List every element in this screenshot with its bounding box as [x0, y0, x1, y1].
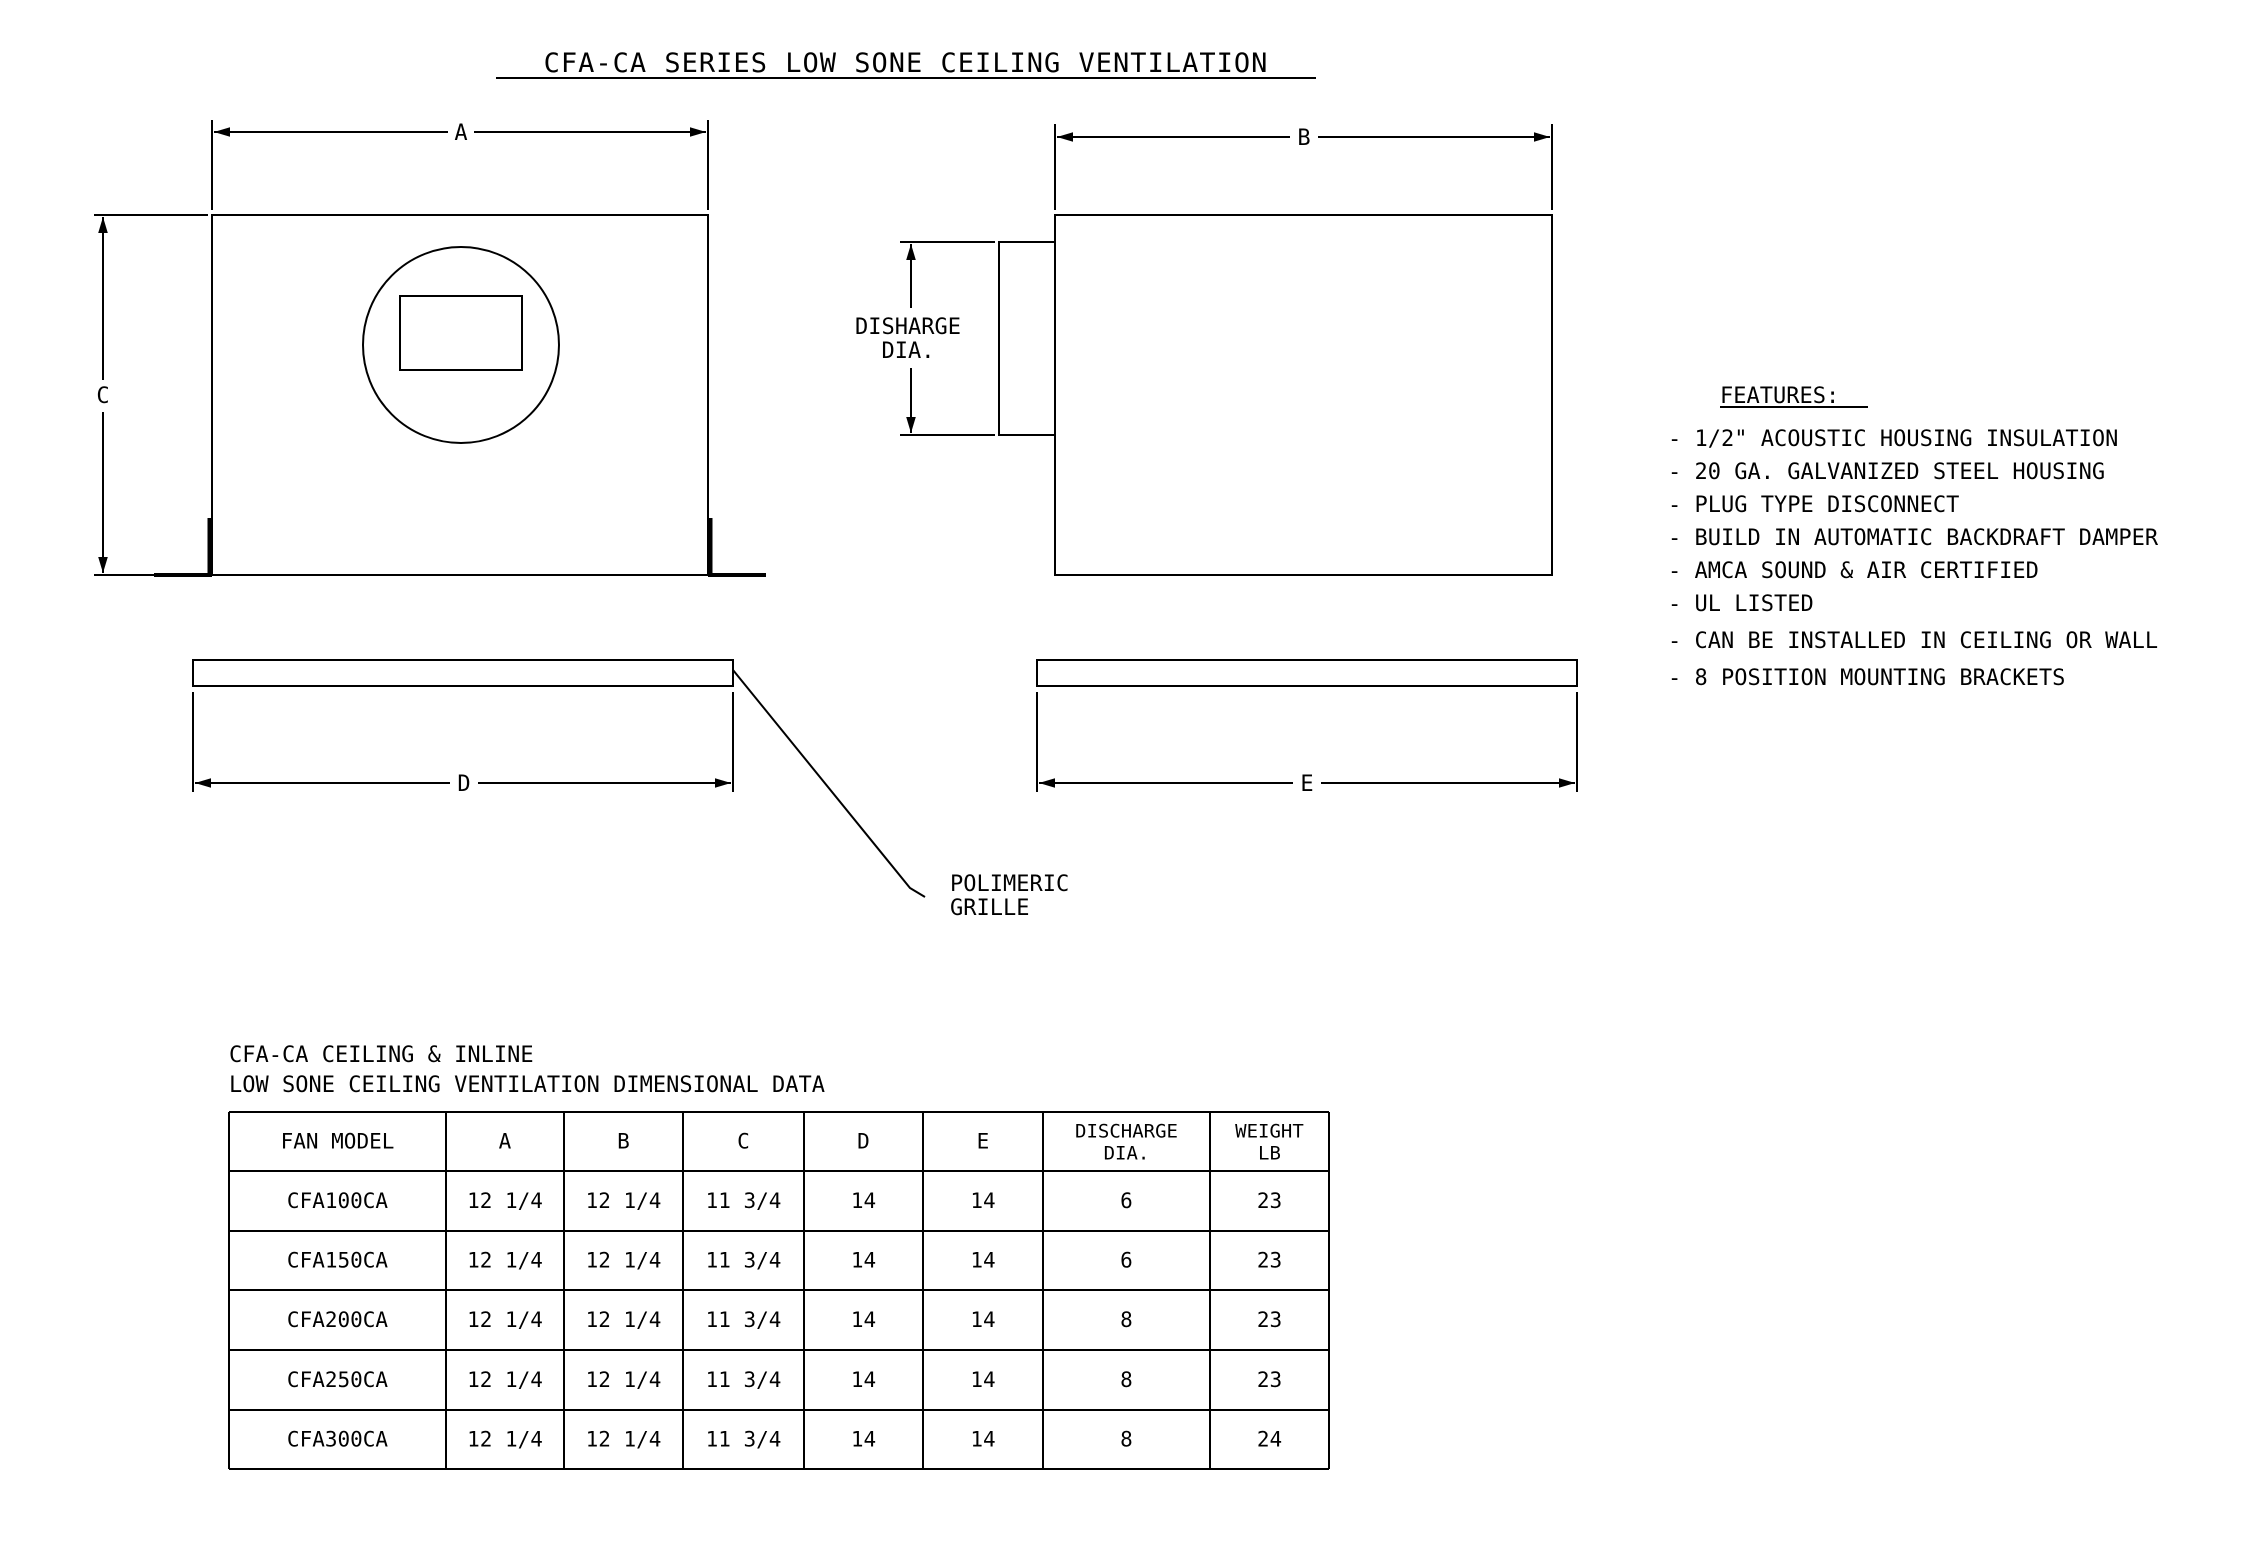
table-value-cell: 6	[1120, 1248, 1133, 1273]
table-value-cell: 23	[1256, 1248, 1283, 1273]
table-model-cell: CFA300CA	[286, 1427, 389, 1452]
front-disconnect-plate	[400, 296, 522, 370]
feature-item: - 8 POSITION MOUNTING BRACKETS	[1668, 666, 2066, 691]
table-value-cell: 12 1/4	[585, 1248, 662, 1273]
discharge-collar	[999, 242, 1055, 435]
dim-c-label: C	[96, 384, 110, 409]
table-value-cell: 23	[1256, 1308, 1283, 1332]
table-model-cell: CFA200CA	[286, 1308, 389, 1332]
features-block	[1668, 384, 2159, 691]
side-view	[855, 124, 1552, 575]
table-value-cell: 14	[970, 1308, 996, 1332]
discharge-label-1: DISHARGE	[855, 315, 961, 340]
callout-leader	[733, 670, 925, 897]
table-header-cell: FAN MODEL	[280, 1129, 395, 1154]
feature-item: - 20 GA. GALVANIZED STEEL HOUSING	[1668, 460, 2106, 485]
table-value-cell: 8	[1120, 1308, 1133, 1332]
table-value-cell: 12 1/4	[585, 1368, 662, 1392]
dimensional-data-table	[229, 1043, 1329, 1469]
table-model-cell: CFA100CA	[286, 1189, 389, 1213]
front-housing	[212, 215, 708, 575]
table-value-cell: 6	[1120, 1189, 1133, 1213]
feature-item: - BUILD IN AUTOMATIC BACKDRAFT DAMPER	[1668, 526, 2159, 551]
table-model-cell: CFA150CA	[286, 1248, 389, 1273]
table-value-cell: 12 1/4	[585, 1427, 662, 1452]
table-value-cell: 11 3/4	[705, 1427, 782, 1452]
table-value-cell: 14	[850, 1427, 877, 1452]
feature-item: - 1/2" ACOUSTIC HOUSING INSULATION	[1668, 427, 2119, 452]
grille-view-right	[1037, 660, 1577, 797]
features-heading: FEATURES:	[1720, 384, 1840, 409]
table-value-cell: 14	[850, 1308, 877, 1332]
table-value-cell: 14	[970, 1427, 996, 1452]
callout-line-2: GRILLE	[950, 896, 1030, 921]
side-housing	[1055, 215, 1552, 575]
table-value-cell: 23	[1256, 1368, 1283, 1392]
front-view	[94, 120, 766, 575]
table-header-cell: B	[617, 1129, 630, 1154]
feature-item: - AMCA SOUND & AIR CERTIFIED	[1668, 559, 2039, 584]
table-model-cell: CFA250CA	[286, 1368, 389, 1392]
feature-item: - UL LISTED	[1668, 592, 1814, 617]
grille-view-left	[193, 660, 733, 797]
table-grid	[229, 1112, 1329, 1469]
table-value-cell: 14	[970, 1189, 996, 1213]
front-circle-outlet	[363, 247, 559, 443]
table-value-cell: 11 3/4	[705, 1248, 782, 1273]
table-value-cell: 14	[970, 1368, 996, 1392]
table-value-cell: 23	[1256, 1189, 1283, 1213]
table-value-cell: 8	[1120, 1427, 1133, 1452]
dim-d-label: D	[457, 772, 471, 797]
grille-plate-right	[1037, 660, 1577, 686]
table-value-cell: 14	[850, 1248, 877, 1273]
feature-item: - CAN BE INSTALLED IN CEILING OR WALL	[1668, 629, 2159, 654]
drawing-title: CFA-CA SERIES LOW SONE CEILING VENTILATION	[543, 48, 1269, 79]
table-header-cell: DIA.	[1103, 1142, 1150, 1165]
table-header-cell: D	[857, 1129, 870, 1154]
table-header-cell: C	[737, 1129, 750, 1154]
discharge-label-2: DIA.	[881, 339, 935, 364]
dim-b-label: B	[1297, 126, 1311, 151]
table-caption-2: LOW SONE CEILING VENTILATION DIMENSIONAL DATA	[229, 1073, 826, 1098]
table-header-cell: A	[498, 1129, 512, 1154]
table-value-cell: 14	[850, 1189, 877, 1213]
table-value-cell: 12 1/4	[467, 1189, 543, 1213]
table-value-cell: 12 1/4	[467, 1308, 543, 1332]
dim-e-label: E	[1300, 772, 1314, 797]
table-value-cell: 14	[970, 1248, 996, 1273]
table-value-cell: 12 1/4	[467, 1248, 543, 1273]
table-caption-1: CFA-CA CEILING & INLINE	[229, 1043, 534, 1068]
feature-item: - PLUG TYPE DISCONNECT	[1668, 493, 1960, 518]
table-value-cell: 14	[850, 1368, 877, 1392]
table-header-cell: E	[976, 1129, 990, 1154]
table-value-cell: 12 1/4	[585, 1189, 662, 1213]
callout-line-1: POLIMERIC	[950, 872, 1070, 897]
table-value-cell: 11 3/4	[705, 1368, 782, 1392]
grille-callout	[733, 670, 1069, 921]
table-value-cell: 8	[1120, 1368, 1133, 1392]
table-value-cell: 12 1/4	[585, 1308, 662, 1332]
grille-plate-left	[193, 660, 733, 686]
table-value-cell: 12 1/4	[467, 1368, 543, 1392]
table-header-cell: DISCHARGE	[1075, 1120, 1178, 1143]
table-value-cell: 24	[1256, 1427, 1283, 1452]
dim-a-label: A	[454, 121, 468, 146]
table-value-cell: 11 3/4	[705, 1308, 782, 1332]
table-value-cell: 11 3/4	[705, 1189, 782, 1213]
table-value-cell: 12 1/4	[467, 1427, 543, 1452]
table-header-cell: LB	[1258, 1142, 1281, 1165]
table-header-cell: WEIGHT	[1235, 1120, 1304, 1143]
